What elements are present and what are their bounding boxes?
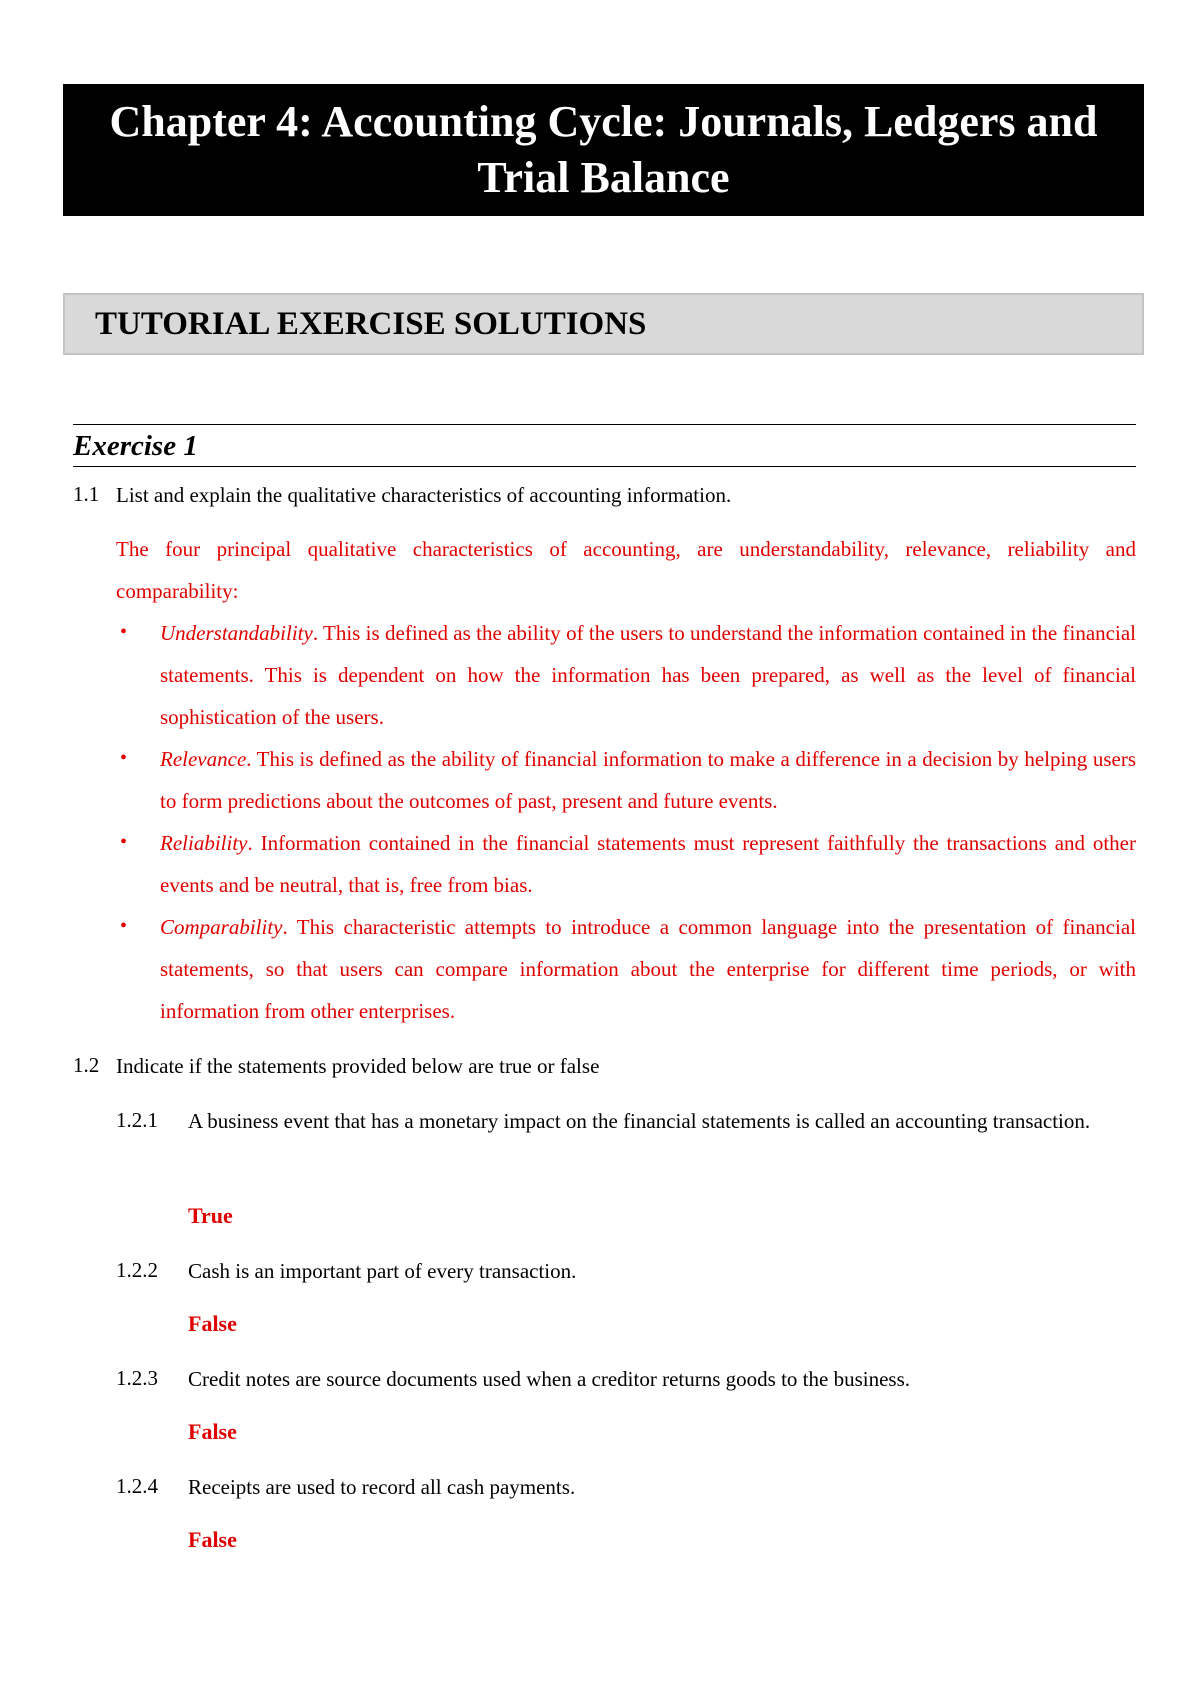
bullet-term: Relevance — [160, 747, 247, 771]
item-answer-1-2-4: False — [188, 1527, 237, 1552]
section-banner — [63, 293, 1144, 355]
item-number-1-2-3: 1.2.3 — [116, 1366, 158, 1390]
item-answer-1-2-3: False — [188, 1419, 237, 1444]
bullet-text: . Information contained in the financial statements must represent faithfully the transactions and other events and be neutral, that is, free from bias. — [160, 831, 1136, 897]
item-text-1-2-2: Cash is an important part of every transaction. — [188, 1259, 577, 1283]
bullet-understandability — [160, 612, 1136, 738]
section-title: TUTORIAL EXERCISE SOLUTIONS — [95, 305, 647, 342]
question-text-1-1: List and explain the qualitative characteristics of accounting information. — [116, 483, 732, 507]
bullet-text: . This is defined as the ability of the users to understand the information contained in the financial statements. This is dependent on how the information has been prepared, as well as the level of financial sophistication of the users. — [160, 621, 1136, 729]
item-answer-1-2-1: True — [188, 1203, 233, 1228]
question-text-1-2: Indicate if the statements provided below are true or false — [116, 1054, 600, 1078]
item-text-1-2-3: Credit notes are source documents used when a creditor returns goods to the business. — [188, 1367, 910, 1391]
item-number-1-2-1: 1.2.1 — [116, 1108, 158, 1132]
chapter-banner — [63, 84, 1144, 216]
bullet-text: . This characteristic attempts to introduce a common language into the presentation of financial statements, so that users can compare information about the enterprise for different time periods, or with information from other enterprises. — [160, 915, 1136, 1023]
bullet-text: . This is defined as the ability of financial information to make a difference in a decision by helping users to form predictions about the outcomes of past, present and future events. — [160, 747, 1136, 813]
item-text-1-2-4: Receipts are used to record all cash payments. — [188, 1475, 576, 1499]
bullet-marker: • — [120, 747, 128, 769]
exercise-top-rule — [73, 424, 1136, 425]
bullet-comparability — [160, 906, 1136, 1032]
answer-intro-1-1: The four principal qualitative characteristics of accounting, are understandability, relevance, reliability and comparability: — [116, 537, 1136, 603]
item-text-1-2-1: A business event that has a monetary impact on the financial statements is called an accounting transaction. — [188, 1109, 1091, 1133]
bullet-relevance — [160, 738, 1136, 822]
question-number-1-2: 1.2 — [73, 1053, 100, 1077]
chapter-title: Chapter 4: Accounting Cycle: Journals, Ledgers and Trial Balance — [109, 97, 1098, 202]
bullet-term: Comparability — [160, 915, 283, 939]
exercise-heading: Exercise 1 — [73, 430, 198, 462]
bullet-marker: • — [120, 915, 128, 937]
item-number-1-2-2: 1.2.2 — [116, 1258, 158, 1282]
item-answer-1-2-2: False — [188, 1311, 237, 1336]
bullet-reliability — [160, 822, 1136, 906]
item-number-1-2-4: 1.2.4 — [116, 1474, 158, 1498]
bullet-term: Reliability — [160, 831, 248, 855]
exercise-bottom-rule — [73, 466, 1136, 467]
bullet-marker: • — [120, 831, 128, 853]
question-number-1-1: 1.1 — [73, 482, 100, 506]
bullet-marker: • — [120, 621, 128, 643]
bullet-term: Understandability — [160, 621, 313, 645]
